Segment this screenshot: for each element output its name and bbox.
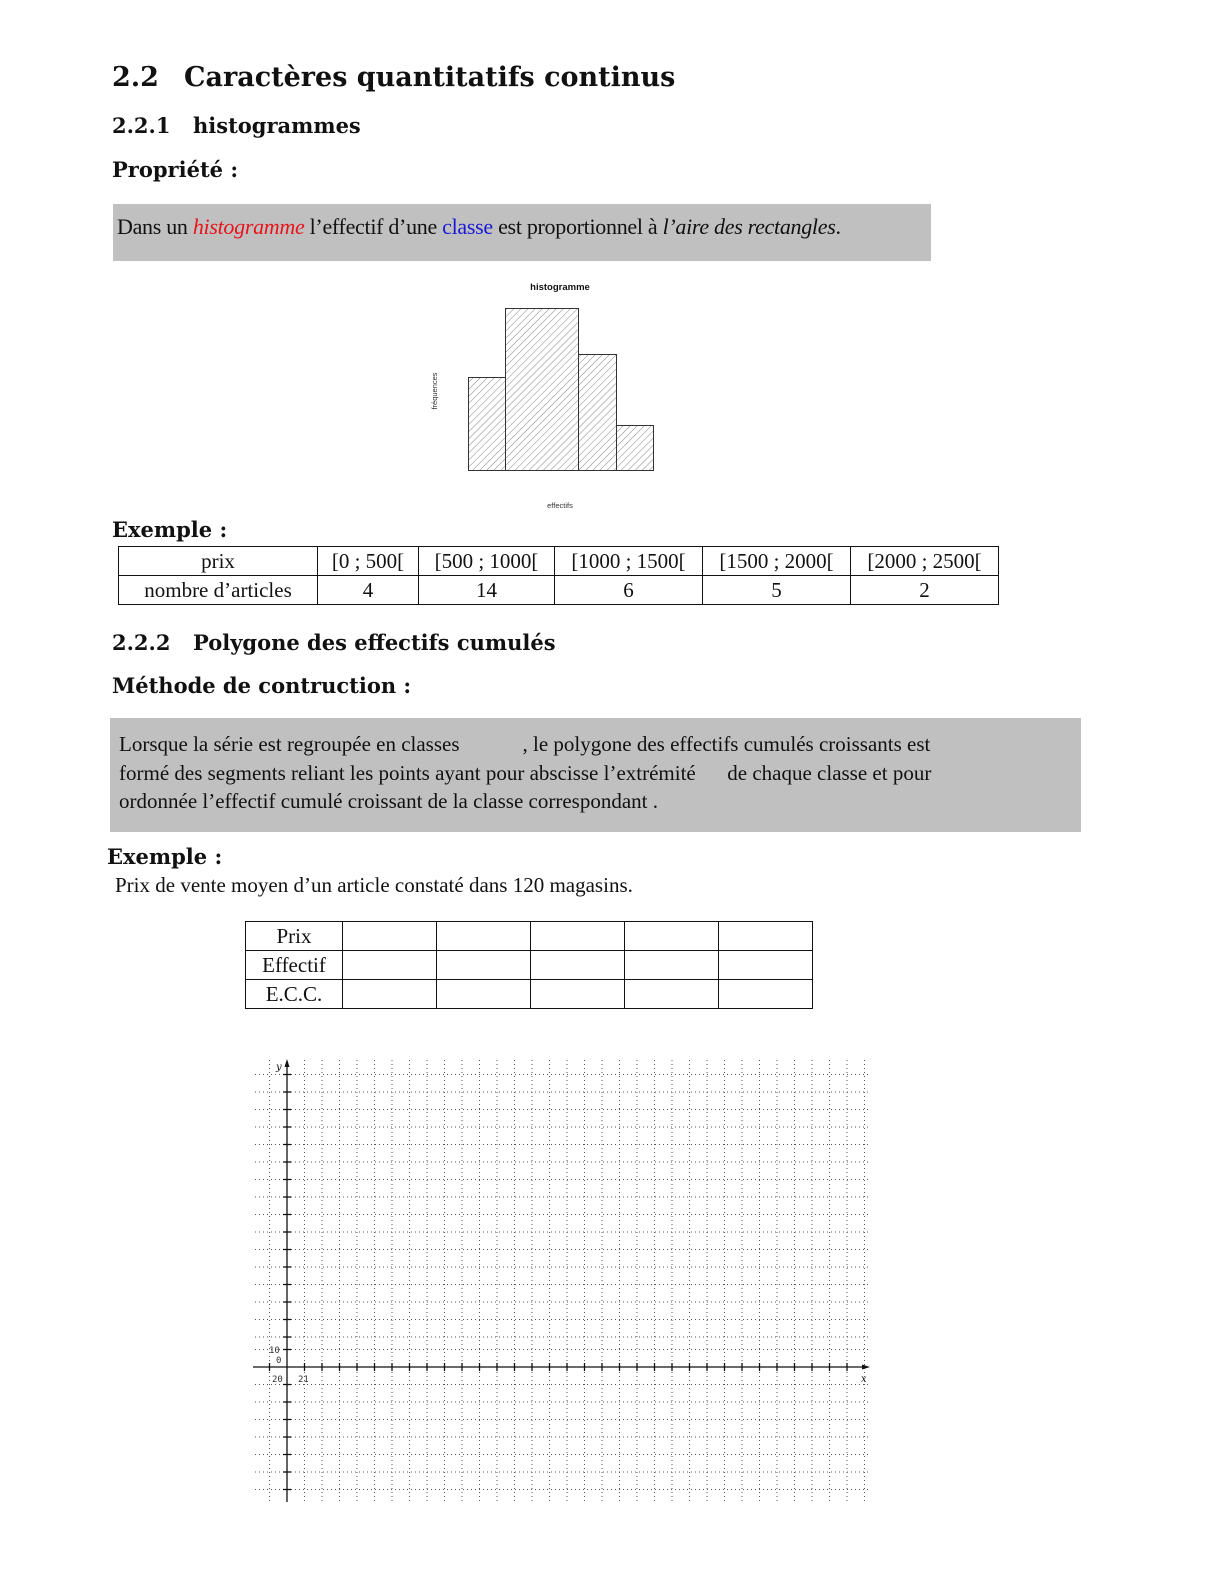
section-heading: [112, 62, 675, 93]
subsection-heading-polygone: [112, 630, 556, 655]
empty-cell[interactable]: [719, 951, 813, 980]
histogram-bar: [579, 355, 617, 471]
histogram-figure: [420, 275, 680, 515]
empty-cell[interactable]: [437, 980, 531, 1009]
term-histogramme: histogramme: [192, 214, 305, 239]
empty-cell[interactable]: [719, 922, 813, 951]
empty-cell[interactable]: [343, 951, 437, 980]
graph-paper-grid: [250, 1055, 875, 1505]
chart-ylabel: fréquences: [430, 372, 439, 410]
table-cell: [2000 ; 2500[: [851, 547, 999, 576]
method-line: Lorsque la série est regroupée en classes , le polygone des effectifs cumulés croissants est: [119, 732, 931, 756]
y-axis-arrow-icon: [285, 1059, 290, 1067]
empty-cell[interactable]: [437, 951, 531, 980]
subsection-title: Polygone des effectifs cumulés: [193, 630, 556, 655]
table-cell: [1500 ; 2000[: [703, 547, 851, 576]
chart-title: histogramme: [530, 282, 590, 293]
property-text-part: .: [835, 214, 841, 239]
method-line: ordonnée l’effectif cumulé croissant de la classe correspondant .: [119, 789, 658, 813]
empty-cell[interactable]: [531, 980, 625, 1009]
table-row: [246, 951, 813, 980]
example-heading-1: Exemple :: [112, 517, 228, 542]
grid-vertical-lines: [270, 1060, 865, 1502]
method-text: [119, 730, 1064, 816]
subsection-title: histogrammes: [193, 113, 361, 138]
x-tick-label: 21: [298, 1375, 309, 1385]
histogram-bar: [469, 378, 506, 471]
table-cell: 2: [851, 576, 999, 605]
table-cell: 5: [703, 576, 851, 605]
property-text: [117, 214, 841, 240]
term-aire-rectangles: l’aire des rectangles: [662, 214, 836, 239]
row-header: prix: [119, 547, 318, 576]
empty-cell[interactable]: [531, 951, 625, 980]
property-text-part: Dans un: [117, 214, 193, 239]
table-cell: [500 ; 1000[: [419, 547, 555, 576]
property-heading: Propriété :: [112, 157, 239, 182]
term-classe: classe: [442, 214, 493, 239]
empty-cell[interactable]: [437, 922, 531, 951]
row-header: nombre d’articles: [119, 576, 318, 605]
example-description: Prix de vente moyen d’un article constaté dans 120 magasins.: [115, 873, 633, 897]
table-cell: [1000 ; 1500[: [555, 547, 703, 576]
graph-paper: [250, 1055, 875, 1505]
table-row: [246, 922, 813, 951]
empty-cell[interactable]: [343, 980, 437, 1009]
empty-cell[interactable]: [625, 922, 719, 951]
chart-xlabel: effectifs: [547, 501, 573, 510]
example-table-prix: [118, 546, 999, 605]
y-axis-label: y: [276, 1062, 282, 1073]
property-text-part: est proportionnel à: [492, 214, 663, 239]
table-row: [246, 980, 813, 1009]
origin-label: 0: [276, 1356, 282, 1366]
row-header: Prix: [246, 922, 343, 951]
subsection-number: 2.2.1: [112, 113, 171, 138]
empty-cell[interactable]: [343, 922, 437, 951]
grid-horizontal-lines: [255, 1075, 868, 1490]
property-text-part: l’effectif d’une: [304, 214, 443, 239]
section-number: 2.2: [112, 62, 159, 93]
table-cell: [0 ; 500[: [318, 547, 419, 576]
empty-cell[interactable]: [719, 980, 813, 1009]
method-box: [110, 718, 1081, 832]
x-tick-label: 20: [272, 1375, 283, 1385]
table-cell: 14: [419, 576, 555, 605]
row-header: Effectif: [246, 951, 343, 980]
table-cell: 6: [555, 576, 703, 605]
ecc-table: [245, 921, 813, 1009]
table-row: [119, 576, 999, 605]
histogram-bar: [617, 426, 654, 471]
subsection-heading-histogrammes: [112, 113, 361, 138]
row-header: E.C.C.: [246, 980, 343, 1009]
method-line: formé des segments reliant les points ayant pour abscisse l’extrémité de chaque classe et pour: [119, 760, 932, 785]
axes: [253, 1062, 867, 1502]
property-box: [113, 204, 931, 261]
y-tick-label: 10: [269, 1346, 280, 1356]
table-cell: 4: [318, 576, 419, 605]
histogram-bar: [506, 309, 579, 471]
table-row: [119, 547, 999, 576]
section-title: Caractères quantitatifs continus: [184, 62, 676, 93]
example-heading-2: Exemple :: [107, 844, 223, 869]
empty-cell[interactable]: [625, 980, 719, 1009]
method-heading: Méthode de contruction :: [112, 673, 412, 698]
histogram-chart: [420, 275, 680, 515]
x-axis-arrow-icon: [862, 1365, 870, 1370]
subsection-number: 2.2.2: [112, 630, 171, 655]
empty-cell[interactable]: [625, 951, 719, 980]
empty-cell[interactable]: [531, 922, 625, 951]
x-axis-label: x: [861, 1374, 867, 1385]
